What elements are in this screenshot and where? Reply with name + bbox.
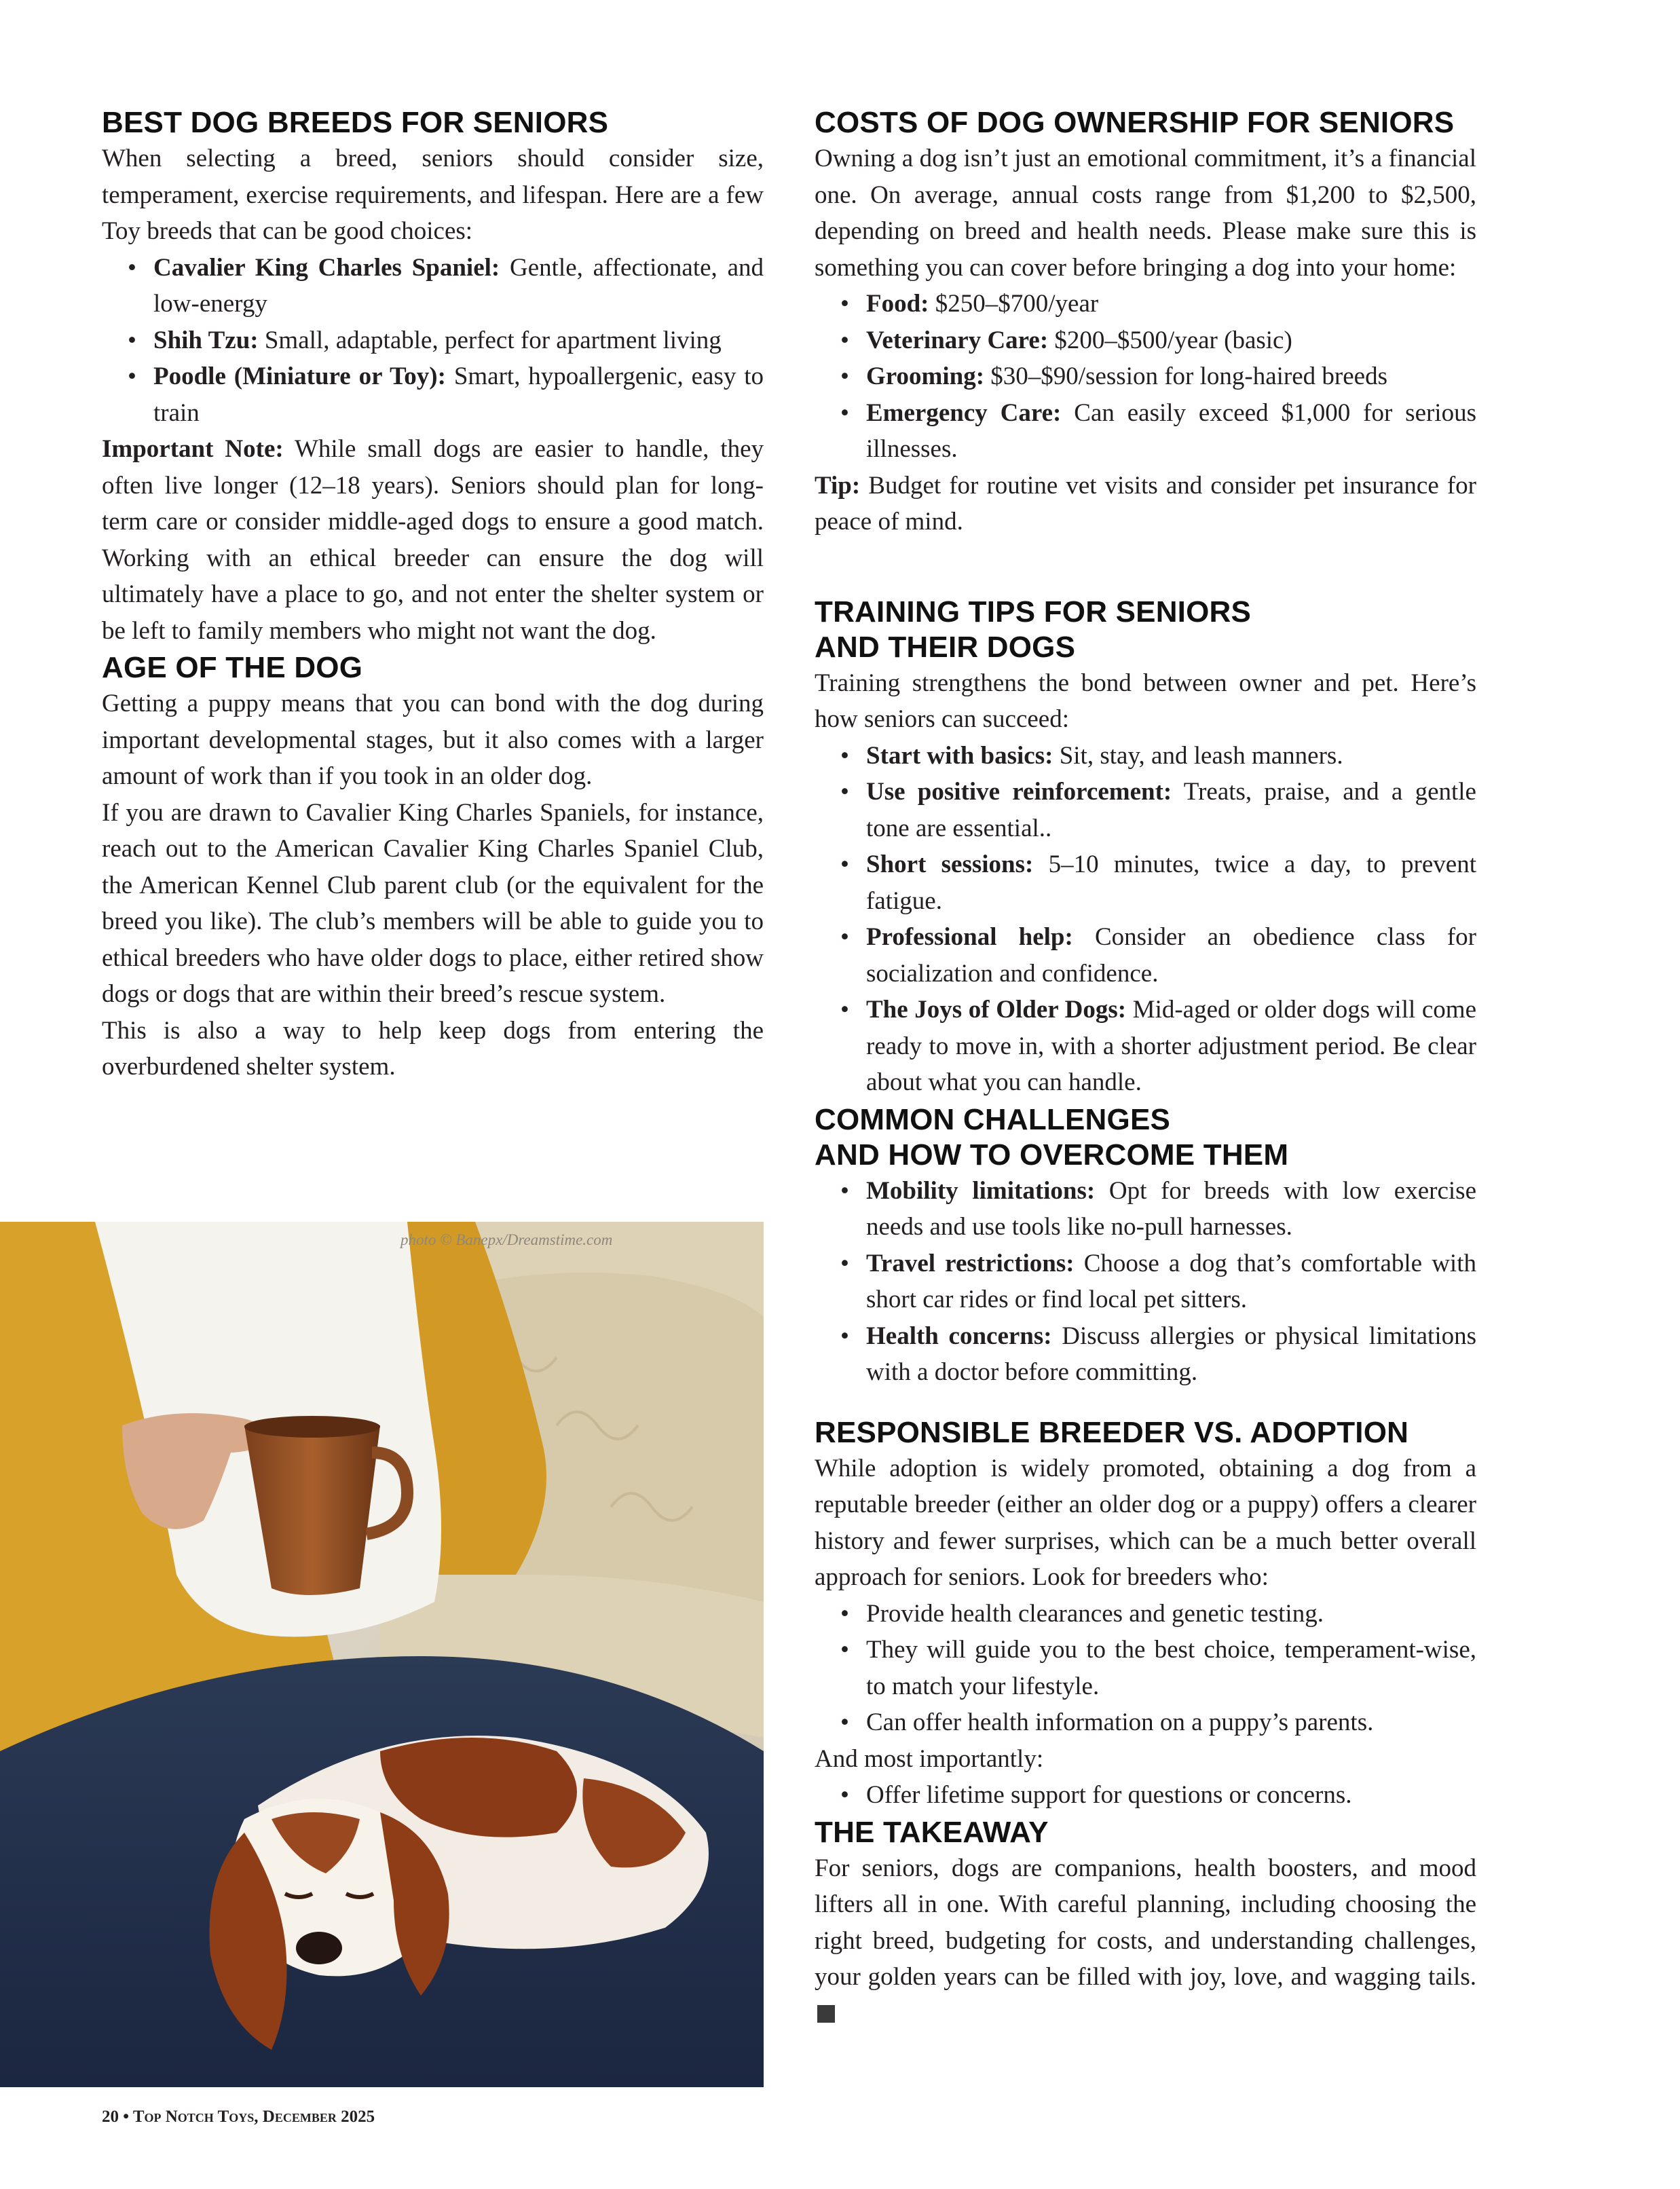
list-item-term: Shih Tzu: <box>153 326 259 354</box>
heading-challenges-line-1: COMMON CHALLENGES <box>815 1102 1171 1136</box>
page-footer <box>102 2108 375 2127</box>
page-number: 20 <box>102 2108 119 2126</box>
list-item <box>840 322 1476 359</box>
list-item <box>840 919 1476 992</box>
training-list <box>815 738 1476 1101</box>
list-item-term: Mobility limitations: <box>866 1176 1096 1205</box>
list-item-text: 5–10 minutes, twice a day, to prevent fatigue. <box>866 850 1476 915</box>
photo-senior-with-dog <box>0 1222 764 2087</box>
list-item <box>840 358 1476 395</box>
end-mark-icon <box>817 2005 835 2023</box>
list-item: • Provide health clearances and genetic testing. <box>840 1596 1476 1632</box>
list-item <box>840 992 1476 1101</box>
tip-text: Budget for routine vet visits and consider pet insurance for peace of mind. <box>815 471 1476 536</box>
breed-list <box>102 250 764 432</box>
challenges-list <box>815 1173 1476 1391</box>
left-column <box>102 105 764 1085</box>
list-item-text: Consider an obedience class for socialization and confidence. <box>866 923 1477 988</box>
paragraph-best-breeds-intro: When selecting a breed, seniors should consider size, temperament, exercise requirements, and lifespan. Here are a few Toy breeds that can be good choices: <box>102 145 764 245</box>
paragraph-age-1: Getting a puppy means that you can bond with the dog during important developmental stages, but it also comes with a larger amount of work than if you took in an older dog. <box>102 690 764 790</box>
list-item <box>840 1173 1476 1246</box>
list-item-text: $250–$700/year <box>929 290 1099 318</box>
list-item <box>840 738 1476 774</box>
paragraph-important-note <box>102 431 764 649</box>
list-item: • They will guide you to the best choice, temperament-wise, to match your lifestyle. <box>840 1632 1476 1704</box>
photo-credit: photo © Banepx/Dreamstime.com <box>400 1231 613 1248</box>
list-item-term: Cavalier King Charles Spaniel: <box>153 253 500 282</box>
photo-illustration <box>0 1222 764 2087</box>
list-item-term: The Joys of Older Dogs: <box>866 996 1127 1024</box>
note-text: While small dogs are easier to handle, they often live longer (12–18 years). Seniors should plan for long-term care or consider middle-aged dogs to ensure a good match. Working with an ethical breeder can ensure the dog will ultimately have a place to go, and not enter the shelter system or be left to family members who might not want the dog. <box>102 435 764 645</box>
list-item <box>840 774 1476 846</box>
list-item-term: Start with basics: <box>866 741 1053 770</box>
paragraph-and-most-importantly: And most importantly: <box>815 1744 1044 1773</box>
list-item-text: Mid-aged or older dogs will come ready to move in, with a shorter adjustment period. Be clear about what you can handle. <box>866 996 1476 1096</box>
takeaway-text: For seniors, dogs are companions, health boosters, and mood lifters all in one. With careful planning, including choosing the right breed, budgeting for costs, and understanding challenges, your golden years can be filled with joy, love, and wagging tails. <box>815 1854 1476 1991</box>
list-item <box>840 1246 1476 1318</box>
list-item: • Offer lifetime support for questions or concerns. <box>840 1777 1476 1814</box>
list-item-term: Short sessions: <box>866 850 1034 878</box>
list-item-text: Discuss allergies or physical limitations with a doctor before committing. <box>866 1322 1476 1386</box>
list-item-term: Grooming: <box>866 362 985 390</box>
heading-challenges-line-2: AND HOW TO OVERCOME THEM <box>815 1138 1289 1172</box>
list-item-term: Health concerns: <box>866 1322 1052 1350</box>
costs-list <box>815 286 1476 468</box>
list-item <box>128 322 764 359</box>
tip-term: Tip: <box>815 471 861 500</box>
list-item <box>840 395 1476 468</box>
note-term: Important Note: <box>102 435 284 463</box>
list-item-text: Smart, hypoallergenic, easy to train <box>153 362 764 427</box>
list-item-term: Poodle (Miniature or Toy): <box>153 362 446 390</box>
list-item-text: Can easily exceed $1,000 for serious illnesses. <box>866 398 1476 463</box>
heading-takeaway: THE TAKEAWAY <box>815 1815 1049 1849</box>
list-item <box>840 846 1476 919</box>
list-item-text: Small, adaptable, perfect for apartment living <box>258 326 722 354</box>
list-item <box>840 1318 1476 1391</box>
list-item-text: $200–$500/year (basic) <box>1048 326 1292 354</box>
list-item-term: Travel restrictions: <box>866 1249 1075 1277</box>
footer-bullet: • <box>123 2108 130 2126</box>
list-item-term: Food: <box>866 290 929 318</box>
heading-costs: COSTS OF DOG OWNERSHIP FOR SENIORS <box>815 106 1455 139</box>
heading-training-line-2: AND THEIR DOGS <box>815 630 1076 664</box>
paragraph-takeaway <box>815 1850 1476 2032</box>
paragraph-training-intro: Training strengthens the bond between owner and pet. Here’s how seniors can succeed: <box>815 669 1476 733</box>
list-item-term: Veterinary Care: <box>866 326 1049 354</box>
list-item-text: Choose a dog that’s comfortable with short car rides or find local pet sitters. <box>866 1249 1476 1313</box>
list-item: • Can offer health information on a puppy’s parents. <box>840 1704 1476 1741</box>
right-column <box>815 105 1476 2032</box>
paragraph-costs-intro: Owning a dog isn’t just an emotional commitment, it’s a financial one. On average, annual costs range from $1,200 to $2,500, depending on breed and health needs. Please make sure this is something you can cover before bringing a dog into your home: <box>815 145 1476 282</box>
heading-breeder-vs-adoption: RESPONSIBLE BREEDER VS. ADOPTION <box>815 1415 1409 1449</box>
list-item-text: $30–$90/session for long-haired breeds <box>984 362 1387 390</box>
paragraph-age-2: If you are drawn to Cavalier King Charles Spaniels, for instance, reach out to the American Cavalier King Charles Spaniel Club, the American Kennel Club parent club (or the equivalent for the breed you like). The club’s members will be able to guide you to ethical breeders who have older dogs to place, either retired show dogs or dogs that are within their breed’s rescue system. <box>102 798 764 1008</box>
list-item-term: Emergency Care: <box>866 398 1062 427</box>
breeder-list <box>815 1596 1476 1741</box>
paragraph-age-3: This is also a way to help keep dogs from entering the overburdened shelter system. <box>102 1016 764 1081</box>
list-item <box>840 286 1476 322</box>
list-item-text: Sit, stay, and leash manners. <box>1053 741 1343 770</box>
publication-name: Top Notch Toys, December 2025 <box>132 2108 375 2126</box>
breeder-list-important <box>815 1777 1476 1814</box>
list-item <box>128 358 764 431</box>
list-item <box>128 250 764 322</box>
list-item-term: Use positive reinforcement: <box>866 778 1172 806</box>
paragraph-tip <box>815 468 1476 540</box>
heading-training-line-1: TRAINING TIPS FOR SENIORS <box>815 595 1252 629</box>
list-item-text: Gentle, affectionate, and low-energy <box>153 253 764 318</box>
list-item-text: Opt for breeds with low exercise needs and use tools like no-pull harnesses. <box>866 1176 1476 1241</box>
list-item-term: Professional help: <box>866 923 1073 951</box>
paragraph-breeder-intro: While adoption is widely promoted, obtaining a dog from a reputable breeder (either an older dog or a puppy) offers a clearer history and fewer surprises, which can be a much better overall approach for seniors. Look for breeders who: <box>815 1454 1476 1591</box>
heading-age-of-dog: AGE OF THE DOG <box>102 651 363 684</box>
heading-best-breeds: BEST DOG BREEDS FOR SENIORS <box>102 106 609 139</box>
list-item-text: Treats, praise, and a gentle tone are essential.. <box>866 778 1476 842</box>
